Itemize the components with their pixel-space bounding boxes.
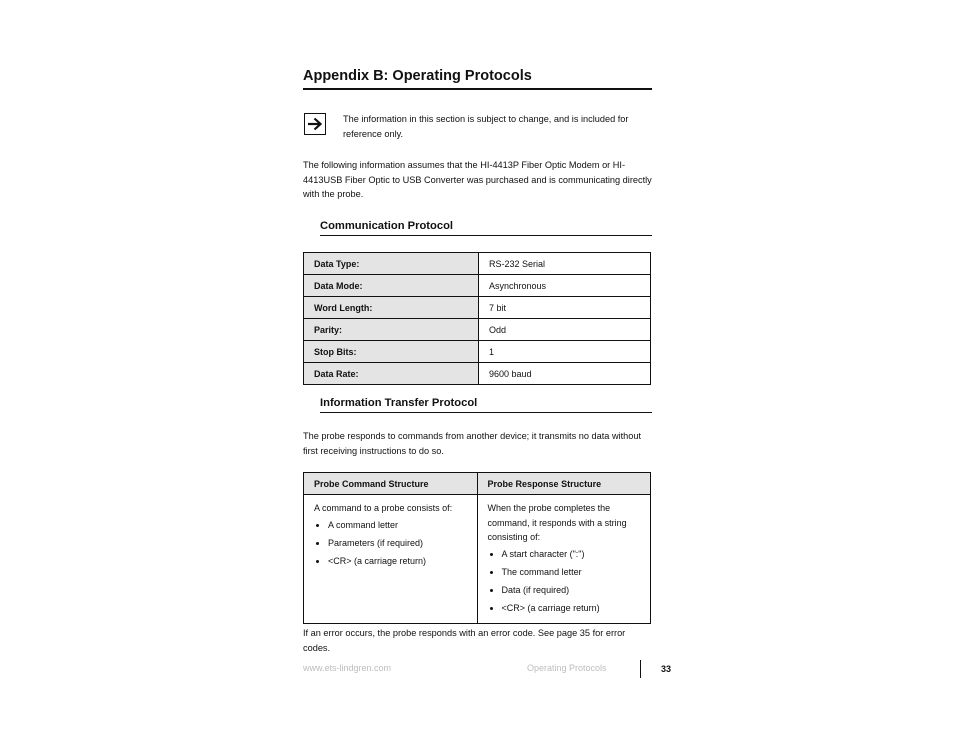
table-row xyxy=(304,253,651,275)
table-row xyxy=(304,275,651,297)
list-item: • A start character (":") xyxy=(502,547,640,562)
communication-protocol-heading: Communication Protocol xyxy=(320,220,652,236)
arrow-right-icon xyxy=(304,113,326,135)
row-label: Data Mode: xyxy=(304,275,479,297)
communication-protocol-table xyxy=(303,252,651,385)
list-item: • The command letter xyxy=(502,565,640,580)
page-number: 33 xyxy=(661,664,672,674)
note-text: The information in this section is subject to change, and is included for reference only. xyxy=(343,114,629,139)
intro-paragraph: The following information assumes that the HI-4413P Fiber Optic Modem or HI-4413USB Fiber Optic to USB Converter was purchased and is communicating directly with the probe. xyxy=(303,160,652,199)
table-row xyxy=(304,363,651,385)
response-list xyxy=(488,547,640,616)
row-value: 9600 baud xyxy=(479,363,651,385)
row-value: Odd xyxy=(479,319,651,341)
response-structure-cell xyxy=(477,495,650,624)
list-item: • Parameters (if required) xyxy=(328,536,467,551)
information-transfer-heading: Information Transfer Protocol xyxy=(320,397,652,413)
row-label: Data Rate: xyxy=(304,363,479,385)
list-item: • Data (if required) xyxy=(502,583,640,598)
column-header-command: Probe Command Structure xyxy=(304,473,478,495)
row-value: 7 bit xyxy=(479,297,651,319)
table-row xyxy=(304,341,651,363)
table-row xyxy=(304,319,651,341)
command-list xyxy=(314,518,467,569)
response-lead: When the probe completes the command, it responds with a string consisting of: xyxy=(487,503,627,542)
list-item: • <CR> (a carriage return) xyxy=(502,601,640,616)
table-row xyxy=(304,495,651,624)
information-transfer-table xyxy=(303,472,651,624)
row-value: Asynchronous xyxy=(479,275,651,297)
list-item: • <CR> (a carriage return) xyxy=(328,554,467,569)
row-label: Stop Bits: xyxy=(304,341,479,363)
row-label: Parity: xyxy=(304,319,479,341)
row-value: 1 xyxy=(479,341,651,363)
table-row xyxy=(304,297,651,319)
table-header-row xyxy=(304,473,651,495)
footer-section-title: Operating Protocols xyxy=(527,663,607,673)
row-label: Data Type: xyxy=(304,253,479,275)
error-note: If an error occurs, the probe responds with an error code. See page 35 for error codes. xyxy=(303,628,626,653)
command-structure-cell xyxy=(304,495,478,624)
row-value: RS-232 Serial xyxy=(479,253,651,275)
page-title: Appendix B: Operating Protocols xyxy=(303,68,652,90)
footer-divider xyxy=(640,660,641,678)
row-label: Word Length: xyxy=(304,297,479,319)
list-item: • A command letter xyxy=(328,518,467,533)
command-lead: A command to a probe consists of: xyxy=(314,503,453,513)
information-transfer-intro: The probe responds to commands from another device; it transmits no data without first receiving instructions to do so. xyxy=(303,431,642,456)
column-header-response: Probe Response Structure xyxy=(477,473,650,495)
footer-url: www.ets-lindgren.com xyxy=(303,663,392,673)
